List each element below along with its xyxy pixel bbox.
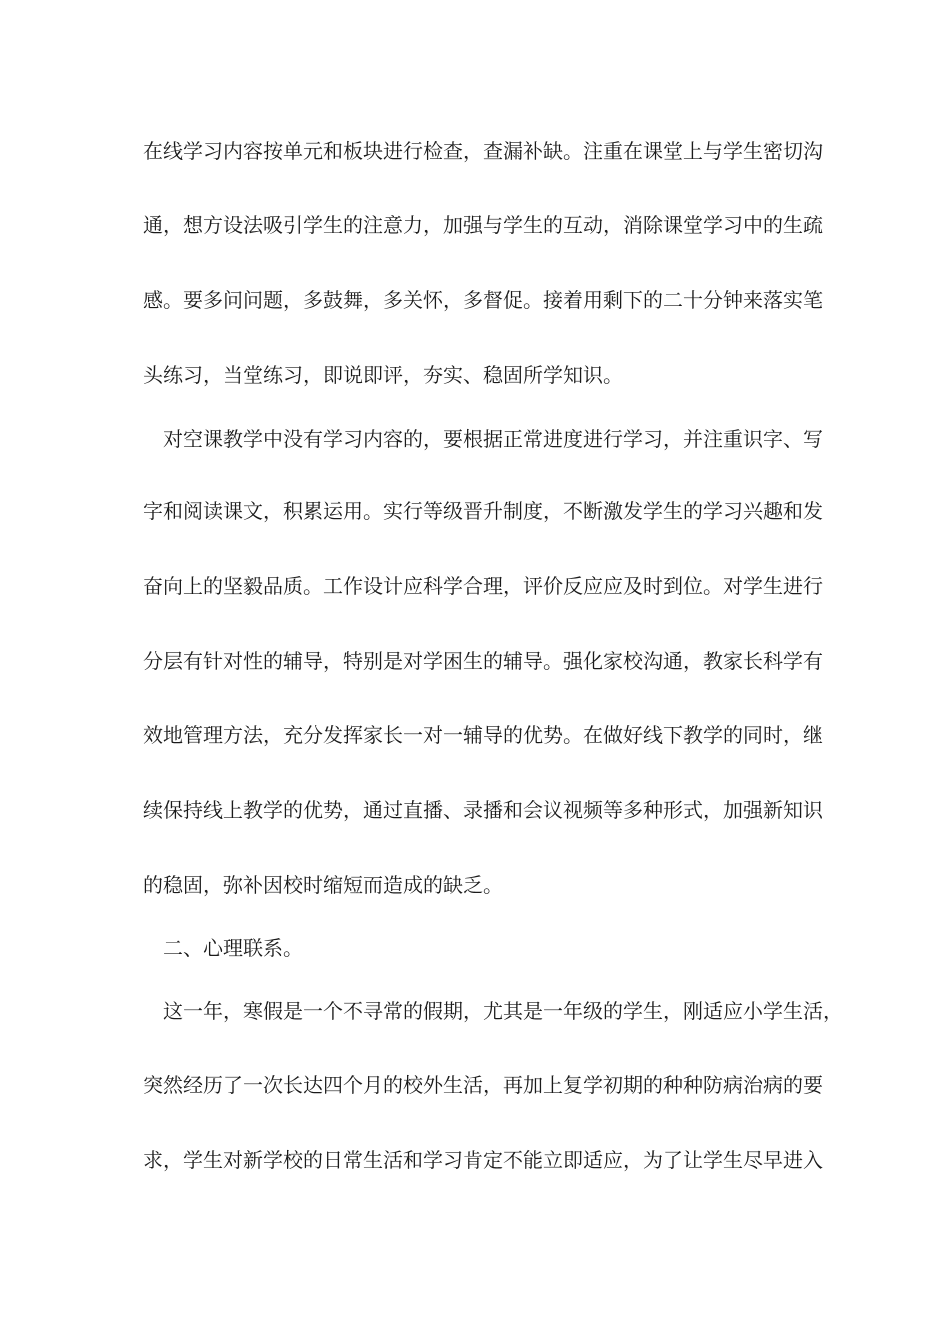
text-line: 字和阅读课文，积累运用。实行等级晋升制度，不断激发学生的学习兴趣和发 xyxy=(143,499,823,523)
paragraph-start-line: 这一年，寒假是一个不寻常的假期，尤其是一年级的学生，刚适应小学生活， xyxy=(143,999,843,1023)
text-line: 奋向上的坚毅品质。工作设计应科学合理，评价反应应及时到位。对学生进行 xyxy=(143,574,823,598)
text-line: 感。要多问问题，多鼓舞，多关怀，多督促。接着用剩下的二十分钟来落实笔 xyxy=(143,288,823,312)
text-line: 通，想方设法吸引学生的注意力，加强与学生的互动，消除课堂学习中的生疏 xyxy=(143,213,823,237)
paragraph-start-line: 对空课教学中没有学习内容的，要根据正常进度进行学习，并注重识字、写 xyxy=(143,427,823,451)
text-line: 头练习，当堂练习，即说即评，夯实、稳固所学知识。 xyxy=(143,363,623,387)
text-line: 续保持线上教学的优势，通过直播、录播和会议视频等多种形式，加强新知识 xyxy=(143,798,823,822)
text-line: 在线学习内容按单元和板块进行检查，查漏补缺。注重在课堂上与学生密切沟 xyxy=(143,139,823,163)
section-heading: 二、心理联系。 xyxy=(143,936,303,960)
text-line: 的稳固，弥补因校时缩短而造成的缺乏。 xyxy=(143,873,503,897)
text-line: 分层有针对性的辅导，特别是对学困生的辅导。强化家校沟通，教家长科学有 xyxy=(143,649,823,673)
text-line: 突然经历了一次长达四个月的校外生活，再加上复学初期的种种防病治病的要 xyxy=(143,1073,823,1097)
text-line: 求，学生对新学校的日常生活和学习肯定不能立即适应，为了让学生尽早进入 xyxy=(143,1148,823,1172)
text-line: 效地管理方法，充分发挥家长一对一辅导的优势。在做好线下教学的同时，继 xyxy=(143,723,823,747)
